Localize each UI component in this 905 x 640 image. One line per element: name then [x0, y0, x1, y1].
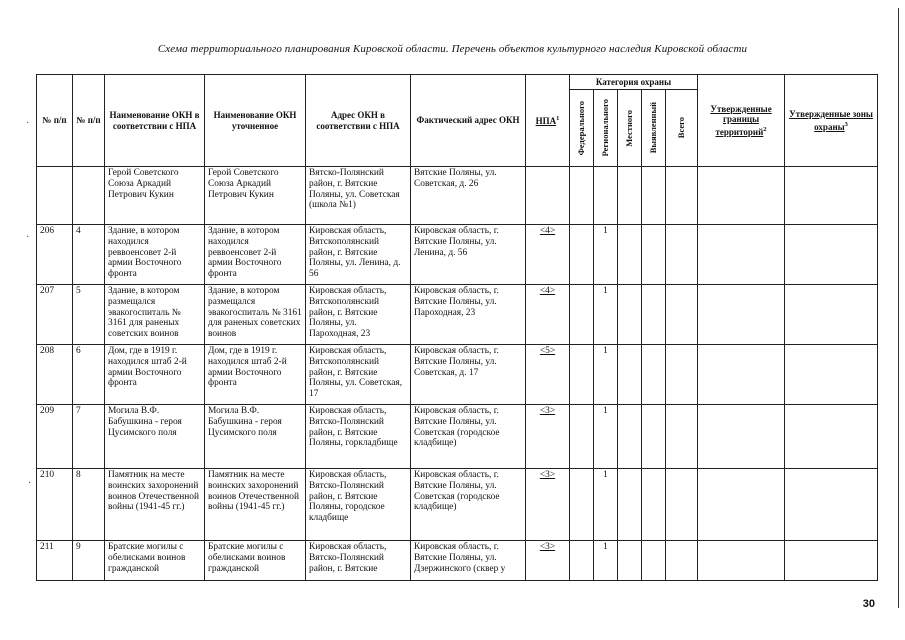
- cell-actual-address: [411, 225, 526, 285]
- table-body: [37, 167, 878, 581]
- header-regional: [594, 90, 618, 167]
- header-npa: [526, 75, 570, 167]
- cell-num: [37, 541, 73, 581]
- header-federal: [570, 90, 594, 167]
- cell-npa: [526, 167, 570, 225]
- cell-name-refined-text: Могила В.Ф. Бабушкина - героя Цусимского поля: [208, 406, 282, 438]
- cell-npa: [526, 345, 570, 405]
- cell-actual-address-text: Кировская область, г. Вятские Поляны, ул. Советская (городское кладбище): [414, 406, 500, 449]
- cell-num: [37, 285, 73, 345]
- cell-identified: [642, 167, 666, 225]
- cell-name-npa-text: Могила В.Ф. Бабушкина - героя Цусимского поля: [108, 406, 182, 438]
- cell-local: [618, 285, 642, 345]
- cell-num2-text: 7: [76, 406, 81, 416]
- cell-npa: [526, 285, 570, 345]
- cell-regional-text: 1: [603, 286, 608, 296]
- cell-name-npa: [105, 405, 205, 469]
- header-npa-label: НПА: [535, 116, 557, 127]
- cell-approved-borders: [698, 285, 785, 345]
- cell-regional: [594, 225, 618, 285]
- cell-num2: [73, 285, 105, 345]
- cell-actual-address: [411, 345, 526, 405]
- cell-approved-zones: [785, 405, 878, 469]
- cell-num: [37, 405, 73, 469]
- cell-num2-text: 4: [76, 226, 81, 236]
- header-name-refined: Наименование ОКН уточненное: [205, 75, 306, 167]
- cell-local: [618, 225, 642, 285]
- cell-actual-address-text: Кировская область, г. Вятские Поляны, ул. Ленина, д. 56: [414, 226, 499, 258]
- table-row: [37, 345, 878, 405]
- cell-name-npa-text: Дом, где в 1919 г. находился штаб 2-й армии Восточного фронта: [108, 346, 187, 389]
- cell-approved-borders: [698, 167, 785, 225]
- cell-regional: [594, 405, 618, 469]
- cell-name-refined-text: Братские могилы с обелисками воинов гражданской: [208, 542, 286, 574]
- header-local: [618, 90, 642, 167]
- cell-total: [666, 345, 698, 405]
- cell-total: [666, 285, 698, 345]
- cell-address-npa-text: Кировская область, Вятскополянский район, г. Вятские Поляны, ул. Пароходная, 23: [309, 286, 387, 340]
- cell-approved-zones: [785, 469, 878, 541]
- header-num2: № п/п: [73, 75, 105, 167]
- cell-name-refined-text: Здание, в котором находился реввоенсовет 2-й армии Восточного фронта: [208, 226, 282, 280]
- cell-num-text: 206: [40, 226, 55, 236]
- cell-name-npa: [105, 225, 205, 285]
- cell-name-refined: [205, 285, 306, 345]
- cell-name-refined: [205, 225, 306, 285]
- header-npa-sup: 1: [556, 115, 560, 123]
- cell-npa-text: <4>: [539, 286, 556, 296]
- header-total-label: Всего: [676, 117, 687, 139]
- cell-approved-borders: [698, 345, 785, 405]
- cell-local: [618, 469, 642, 541]
- cell-regional-text: 1: [603, 346, 608, 356]
- cell-local: [618, 167, 642, 225]
- header-federal-label: Федерального: [576, 100, 587, 156]
- cell-name-npa: [105, 167, 205, 225]
- cell-approved-zones: [785, 541, 878, 581]
- table-row: [37, 285, 878, 345]
- cell-regional: [594, 167, 618, 225]
- cell-address-npa-text: Кировская область, Вятскополянский район, г. Вятские Поляны, ул. Ленина, д. 56: [309, 226, 401, 280]
- cell-address-npa: [306, 469, 411, 541]
- cell-total: [666, 405, 698, 469]
- header-address-npa: Адрес ОКН в соответствии с НПА: [306, 75, 411, 167]
- cell-regional-text: 1: [603, 542, 608, 552]
- cell-local: [618, 541, 642, 581]
- cell-total: [666, 167, 698, 225]
- cell-num-text: 208: [40, 346, 55, 356]
- cell-npa: [526, 405, 570, 469]
- cell-name-refined-text: Дом, где в 1919 г. находился штаб 2-й армии Восточного фронта: [208, 346, 287, 389]
- document-title: Схема территориального планирования Кировской области. Перечень объектов культурного наследия Кировской области: [157, 43, 748, 55]
- header-name-npa: Наименование ОКН в соответствии с НПА: [105, 75, 205, 167]
- header-num: № п/п: [37, 75, 73, 167]
- cell-approved-zones: [785, 345, 878, 405]
- page-edge-line: [898, 8, 899, 608]
- cell-identified: [642, 225, 666, 285]
- cell-name-refined: [205, 469, 306, 541]
- cell-identified: [642, 285, 666, 345]
- cell-name-refined: [205, 541, 306, 581]
- cell-name-npa: [105, 285, 205, 345]
- cell-regional-text: 1: [603, 406, 608, 416]
- cell-approved-zones: [785, 285, 878, 345]
- cell-npa: [526, 541, 570, 581]
- cell-approved-borders: [698, 405, 785, 469]
- cell-npa: [526, 469, 570, 541]
- cell-num2: [73, 345, 105, 405]
- table-row: [37, 167, 878, 225]
- cell-federal: [570, 285, 594, 345]
- header-regional-label: Регионального: [600, 99, 611, 157]
- cell-name-npa-text: Памятник на месте воинских захоронений воинов Отечественной войны (1941-45 гг.): [108, 470, 199, 513]
- cell-local: [618, 345, 642, 405]
- cell-actual-address-text: Кировская область, г. Вятские Поляны, ул. Советская (городское кладбище): [414, 470, 500, 513]
- header-local-label: Местного: [624, 109, 635, 147]
- cell-regional-text: 1: [603, 226, 608, 236]
- header-approved-zones-label: Утвержденные зоны охраны: [789, 109, 873, 132]
- table-row: [37, 405, 878, 469]
- cell-num: [37, 225, 73, 285]
- cell-npa: [526, 225, 570, 285]
- cell-npa-text: <3>: [539, 542, 556, 552]
- cell-address-npa: [306, 345, 411, 405]
- cell-num2-text: 6: [76, 346, 81, 356]
- cell-actual-address: [411, 285, 526, 345]
- cell-approved-borders: [698, 541, 785, 581]
- cell-federal: [570, 541, 594, 581]
- cell-num: [37, 469, 73, 541]
- header-identified: [642, 90, 666, 167]
- cell-address-npa: [306, 225, 411, 285]
- header-category-group: Категория охраны: [570, 75, 698, 90]
- header-approved-borders-label: Утвержденные границы территорий: [710, 103, 772, 137]
- cell-num2-text: 9: [76, 542, 81, 552]
- cell-federal: [570, 225, 594, 285]
- heritage-objects-table: [36, 74, 878, 581]
- cell-actual-address: [411, 405, 526, 469]
- cell-actual-address-text: Кировская область, г. Вятские Поляны, ул. Дзержинского (сквер у: [414, 542, 506, 574]
- header-approved-borders-sup: 2: [763, 125, 767, 133]
- cell-address-npa-text: Кировская область, Вятско-Полянский район, г. Вятские Поляны, горкладбище: [309, 406, 398, 449]
- cell-actual-address: [411, 167, 526, 225]
- cell-name-refined-text: Здание, в котором размещался эвакогоспиталь № 3161 для раненых советских воинов: [208, 286, 302, 340]
- cell-identified: [642, 469, 666, 541]
- cell-total: [666, 225, 698, 285]
- table-row: [37, 225, 878, 285]
- cell-actual-address: [411, 541, 526, 581]
- cell-num: [37, 345, 73, 405]
- cell-regional: [594, 345, 618, 405]
- cell-identified: [642, 541, 666, 581]
- cell-federal: [570, 167, 594, 225]
- cell-name-refined: [205, 405, 306, 469]
- cell-address-npa: [306, 541, 411, 581]
- cell-name-refined: [205, 167, 306, 225]
- cell-name-npa-text: Здание, в котором размещался эвакогоспиталь № 3161 для раненых советских воинов: [108, 286, 181, 340]
- cell-address-npa-text: Кировская область, Вятско-Полянский район, г. Вятские Поляны, городское кладбище: [309, 470, 387, 524]
- scan-mark: ·: [26, 118, 30, 129]
- cell-address-npa: [306, 285, 411, 345]
- header-actual-address: Фактический адрес ОКН: [411, 75, 526, 167]
- cell-num2: [73, 167, 105, 225]
- header-approved-borders: [698, 75, 785, 167]
- cell-name-npa: [105, 469, 205, 541]
- cell-num-text: 209: [40, 406, 55, 416]
- cell-address-npa-text: Кировская область, Вятско-Полянский район, г. Вятские: [309, 542, 387, 574]
- header-approved-zones: [785, 75, 878, 167]
- scan-mark: ·: [26, 232, 30, 243]
- page-number: 30: [862, 598, 875, 610]
- cell-address-npa-text: Вятско-Полянский район, г. Вятские Поляны, ул. Советская (школа №1): [309, 168, 400, 211]
- cell-actual-address: [411, 469, 526, 541]
- cell-regional: [594, 285, 618, 345]
- header-total: [666, 90, 698, 167]
- cell-num-text: 211: [40, 542, 54, 552]
- table-row: [37, 541, 878, 581]
- cell-npa-text: <4>: [539, 226, 556, 236]
- cell-num2: [73, 405, 105, 469]
- cell-num: [37, 167, 73, 225]
- cell-regional: [594, 469, 618, 541]
- table-row: [37, 469, 878, 541]
- cell-num-text: 210: [40, 470, 55, 480]
- cell-name-npa-text: Братские могилы с обелисками воинов гражданской: [108, 542, 186, 574]
- cell-num2: [73, 225, 105, 285]
- cell-npa-text: <3>: [539, 406, 556, 416]
- cell-regional-text: 1: [603, 470, 608, 480]
- cell-local: [618, 405, 642, 469]
- cell-actual-address-text: Кировская область, г. Вятские Поляны, ул. Советская, д. 17: [414, 346, 499, 378]
- header-identified-label: Выявленный: [648, 102, 659, 154]
- cell-identified: [642, 405, 666, 469]
- cell-num2: [73, 469, 105, 541]
- cell-actual-address-text: Вятские Поляны, ул. Советская, д. 26: [414, 168, 497, 189]
- cell-npa-text: <3>: [539, 470, 556, 480]
- cell-actual-address-text: Кировская область, г. Вятские Поляны, ул. Пароходная, 23: [414, 286, 499, 318]
- cell-approved-borders: [698, 469, 785, 541]
- scan-mark: ·: [28, 478, 32, 489]
- cell-approved-zones: [785, 167, 878, 225]
- cell-federal: [570, 345, 594, 405]
- cell-address-npa: [306, 405, 411, 469]
- cell-name-refined-text: Герой Советского Союза Аркадий Петрович Кукин: [208, 168, 279, 200]
- cell-name-npa: [105, 541, 205, 581]
- cell-name-refined: [205, 345, 306, 405]
- cell-identified: [642, 345, 666, 405]
- cell-name-npa-text: Герой Советского Союза Аркадий Петрович Кукин: [108, 168, 179, 200]
- cell-num-text: 207: [40, 286, 55, 296]
- cell-num2: [73, 541, 105, 581]
- cell-approved-zones: [785, 225, 878, 285]
- cell-name-npa: [105, 345, 205, 405]
- cell-name-refined-text: Памятник на месте воинских захоронений воинов Отечественной войны (1941-45 гг.): [208, 470, 299, 513]
- cell-federal: [570, 469, 594, 541]
- cell-regional: [594, 541, 618, 581]
- cell-name-npa-text: Здание, в котором находился реввоенсовет 2-й армии Восточного фронта: [108, 226, 182, 280]
- cell-total: [666, 469, 698, 541]
- cell-address-npa-text: Кировская область, Вятскополянский район, г. Вятские Поляны, ул. Советская, 17: [309, 346, 403, 400]
- header-approved-zones-sup: 3: [844, 120, 848, 128]
- cell-address-npa: [306, 167, 411, 225]
- cell-total: [666, 541, 698, 581]
- cell-approved-borders: [698, 225, 785, 285]
- cell-federal: [570, 405, 594, 469]
- cell-npa-text: <5>: [539, 346, 556, 356]
- cell-num2-text: 5: [76, 286, 81, 296]
- cell-num2-text: 8: [76, 470, 81, 480]
